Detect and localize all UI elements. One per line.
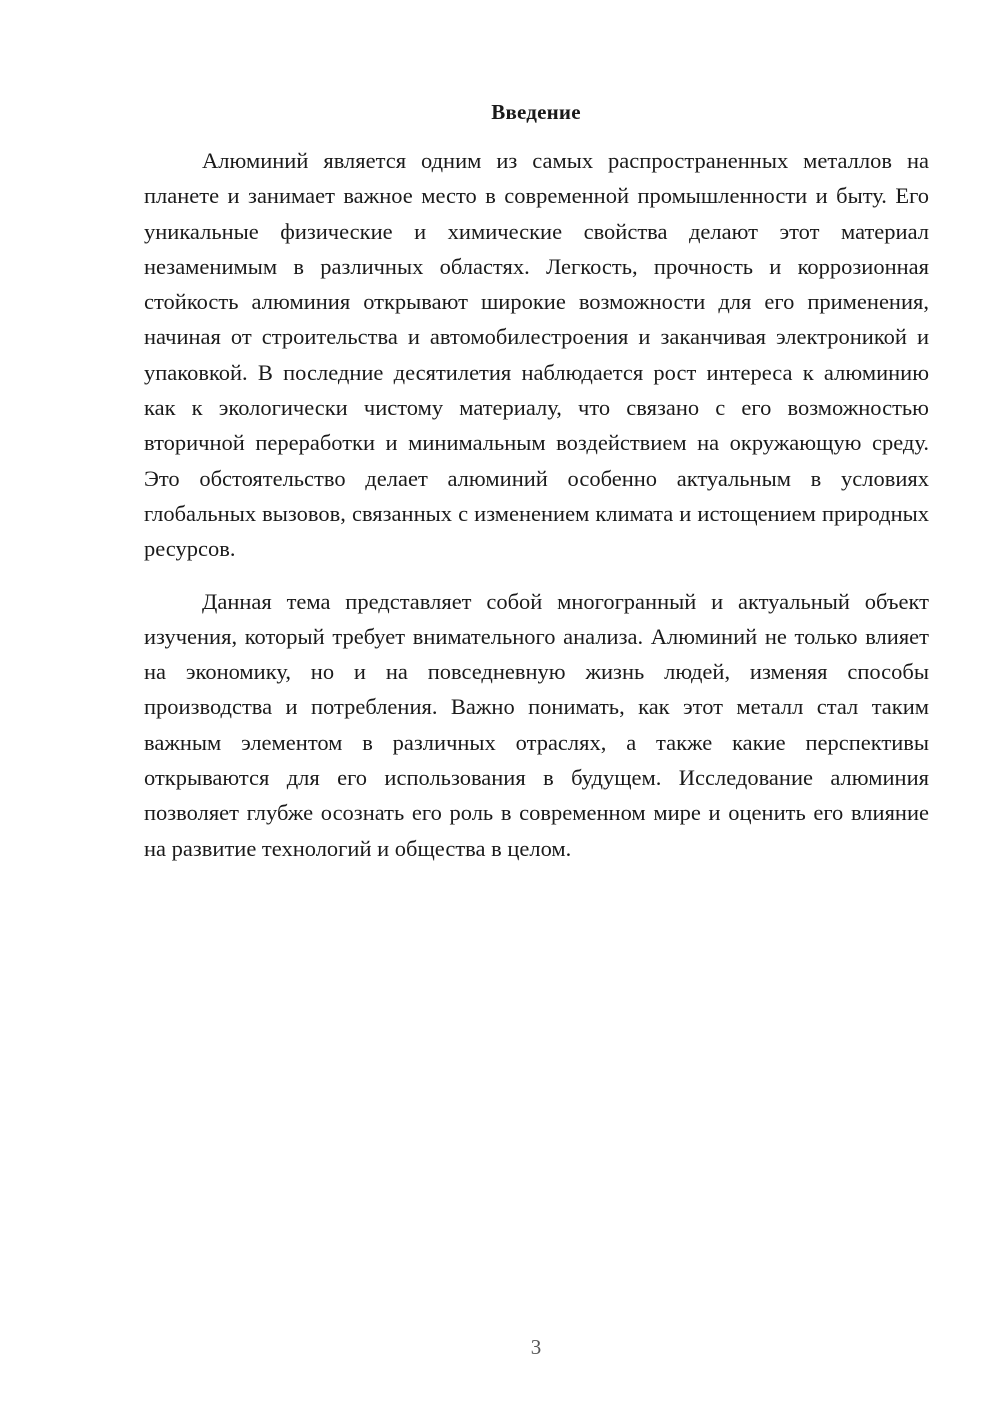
- section-title: Введение: [491, 100, 581, 124]
- body-text: [144, 143, 929, 866]
- page-number: 3: [530, 1335, 542, 1359]
- paragraph-2: Данная тема представляет собой многогранный и актуальный объект изучения, который требует внимательного анализа. Алюминий не только влияет на экономику, но и на повседневную жизнь людей, изменяя способы производства и потребления. Важно понимать, как этот металл стал таким важным элементом в различных отраслях, а также какие перспективы открываются для его использования в будущем. Исследование алюминия позволяет глубже осознать его роль в современном мире и оценить его влияние на развитие технологий и общества в целом.: [144, 588, 929, 861]
- paragraph-1: Алюминий является одним из самых распространенных металлов на планете и занимает важное место в современной промышленности и быту. Его уникальные физические и химические свойства делают этот материал незаменимым в различных областях. Легкость, прочность и коррозионная стойкость алюминия открывают широкие возможности для его применения, начиная от строительства и автомобилестроения и заканчивая электроникой и упаковкой. В последние десятилетия наблюдается рост интереса к алюминию как к экологически чистому материалу, что связано с его возможностью вторичной переработки и минимальным воздействием на окружающую среду. Это обстоятельство делает алюминий особенно актуальным в условиях глобальных вызовов, связанных с изменением климата и истощением природных ресурсов.: [144, 148, 929, 562]
